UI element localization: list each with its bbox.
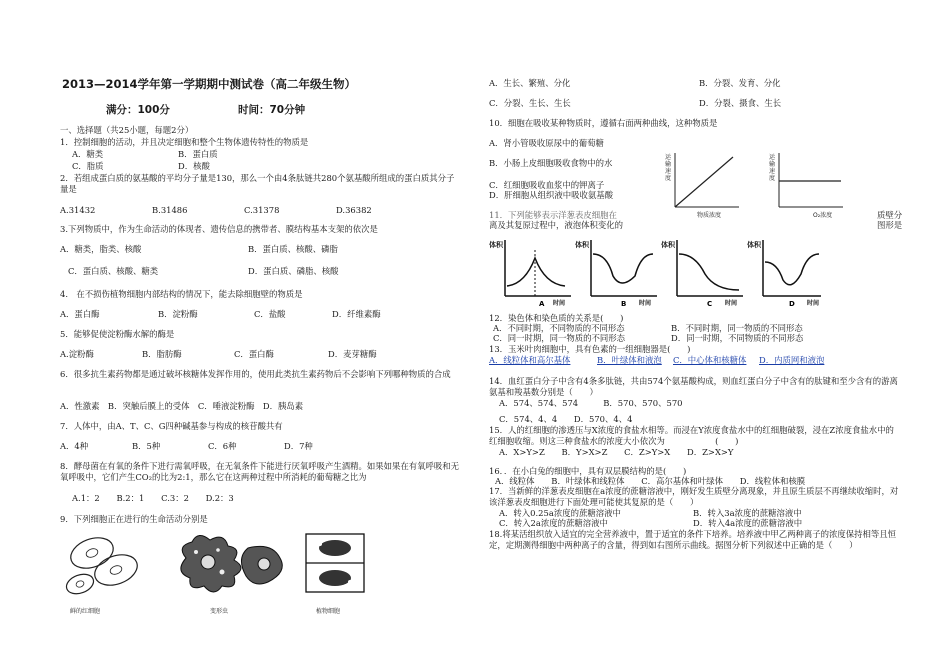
q1-stem: 1．控制细胞的活动，并且决定细胞和整个生物体遗传特性的物质是 (60, 137, 309, 147)
exam-title: 2013—2014学年第一学期期中测试卷（高二年级生物） (62, 77, 357, 91)
q16-stem: 16．．在小白兔的细胞中，具有双层膜结构的是( ) (489, 466, 687, 476)
graph-C (677, 240, 743, 296)
q12-option-c: C．同一时期，同一物质的不同形态 (493, 333, 626, 343)
graph-A (505, 240, 571, 296)
q8-options: A.1：2 B.2：1 C.3：2 D.2：3 (72, 493, 234, 503)
q9-option-c: C．分裂、生长、生长 (489, 98, 571, 108)
graph-oxygen (779, 153, 843, 207)
graph1-xlabel: 物质浓度 (697, 212, 722, 219)
figure-caption-rbc: 鲜的红细胞 (70, 608, 101, 615)
q17-option-d: D．转入4a浓度的蔗糖溶液中 (693, 518, 803, 528)
q15-options: A．X>Y>Z B．Y>X>Z C．Z>Y>X D．Z>X>Y (499, 447, 734, 457)
q9-option-d: D．分裂、摄食、生长 (699, 98, 782, 108)
graph-concentration (675, 153, 739, 207)
q7-option-d: D．7种 (284, 441, 313, 451)
q18-stem: 18.将某活组织放入适宜的完全营养液中，置于适宜的条件下培养。培养液中甲乙两种离子的浓度保持相等且恒定，定期测得细胞中两种离子的含量，得到如右图所示曲线。据图分析下列叙述中正确的是（ ） (489, 529, 896, 550)
q3-option-b: B．蛋白质、核酸、磷脂 (248, 244, 338, 254)
q4-option-b: B．淀粉酶 (158, 309, 198, 319)
graph-B (591, 240, 657, 296)
time-label-b: 时间 (639, 300, 652, 307)
q2-stem: 2．若组成蛋白质的氨基酸的平均分子量是130，那么一个由4条肽链共280个氨基酸所组成的蛋白质其分子量是 (60, 173, 455, 194)
q7-option-b: B．5种 (132, 441, 161, 451)
graph-D (763, 240, 821, 296)
q1-option-b: B．蛋白质 (178, 149, 218, 159)
q13-option-c: C．中心体和核糖体 (673, 355, 747, 365)
q14-stem: 14．血红蛋白分子中含有4条多肽链，共由574个氨基酸构成，则血红蛋白分子中含有的肽键和至少含有的游离氨基和羧基数分别是（ ） (489, 376, 898, 397)
q12-stem: 12．染色体和染色质的关系是( ) (489, 313, 624, 323)
q10-option-b: B．小肠上皮细胞吸收食物中的水 (489, 158, 613, 168)
q7-option-a: A．4种 (60, 441, 89, 451)
figure-caption-plant: 植物细胞 (316, 608, 341, 615)
q13-option-b: B．叶绿体和液泡 (597, 355, 662, 365)
plant-cell-figure (306, 534, 364, 592)
q12-option-d: D．同一时期，不同物质的不同形态 (671, 333, 804, 343)
q1-option-a: A．糖类 (72, 149, 104, 159)
q7-stem: 7．人体中，由A、T、C、G四种碱基参与构成的核苷酸共有 (60, 421, 283, 431)
q13-stem: 13．玉米叶肉细胞中，具有色素的一组细胞器是( ) (489, 344, 691, 354)
q10-option-c: C．红细胞吸收血浆中的钾离子 (489, 180, 605, 190)
q4-option-a: A．蛋白酶 (60, 309, 100, 319)
time-label-a: 时间 (553, 300, 566, 307)
q10-stem: 10．细胞在吸收某种物质时，遵循右面两种曲线，这种物质是 (489, 118, 718, 128)
q9-option-a: A．生长、繁殖、分化 (489, 78, 571, 88)
time-label-d: 时间 (807, 300, 820, 307)
amoeba-figure (181, 535, 282, 592)
q17-option-b: B．转入3a浓度的蔗糖溶液中 (693, 508, 802, 518)
q9-stem: 9．下列细胞正在进行的生命活动分别是 (60, 514, 208, 524)
vol-label-c: 体积 (661, 241, 675, 249)
q3-option-d: D．蛋白质、磷脂、核酸 (248, 266, 339, 276)
q2-option-d: D.36382 (336, 205, 372, 215)
q6-stem: 6．很多抗生素药物都是通过破坏核糖体发挥作用的，使用此类抗生素药物后不会影响下列哪种物质的合成 (60, 369, 451, 379)
section-heading: 一、选择题（共25小题，每题2分） (60, 125, 194, 135)
q3-option-c: C．蛋白质、核酸、糖类 (68, 266, 159, 276)
q11-stem-line1: 11．下列能够表示洋葱表皮细胞在 (489, 210, 617, 220)
q15-stem: 15．人的红细胞的渗透压与X浓度的食盐水相等。而浸在Y浓度食盐水中的红细胞破裂，浸在Z浓度食盐水中的红细胞收缩。则这三种食盐水的浓度大小依次为 ( ) (489, 425, 894, 446)
q14-options-2: C．574、4、4 D．570、4、4 (499, 414, 633, 424)
svg-text:D: D (789, 300, 795, 308)
graph2-ylabel: 运输速度 (769, 154, 776, 182)
svg-text:A: A (539, 300, 545, 308)
vol-label-a: 体积 (489, 241, 503, 249)
q2-option-b: B.31486 (152, 205, 188, 215)
q10-transport-graphs (655, 145, 865, 225)
q8-stem: 8．酵母菌在有氧的条件下进行需氧呼吸，在无氧条件下能进行厌氧呼吸产生酒精。如果如果在有氧呼吸和无氧呼吸中，它们产生CO₂的比为2:1，那么它在这两种过程中所消耗的葡萄糖之比为 (60, 461, 459, 482)
q11-stem-tail2: 图形是 (877, 220, 903, 230)
q2-option-c: C.31378 (244, 205, 280, 215)
q9-cell-figures (58, 528, 388, 618)
q5-option-c: C．蛋白酶 (234, 349, 274, 359)
q12-option-b: B．不同时期，同一物质的不同形态 (671, 323, 803, 333)
full-score: 满分：100分 (106, 104, 170, 116)
q11-volume-graphs (495, 236, 825, 308)
svg-text:B: B (621, 300, 627, 308)
q3-option-a: A．糖类，脂类、核酸 (60, 244, 142, 254)
q3-stem: 3.下列物质中，作为生命活动的体现者、遗传信息的携带者、膜结构基本支架的依次是 (60, 224, 378, 234)
graph1-ylabel: 运输速度 (665, 154, 672, 182)
q11-stem-line2: 离及其复原过程中，液泡体积变化的 (489, 220, 623, 230)
q1-option-c: C．脂质 (72, 161, 104, 171)
figure-caption-amoeba: 变形虫 (210, 608, 229, 615)
q5-option-d: D．麦芽糖酶 (328, 349, 377, 359)
q10-option-d: D．肝细胞从组织液中吸收氨基酸 (489, 190, 613, 200)
q11-stem-tail1: 质壁分 (877, 210, 903, 220)
graph2-xlabel: O₂浓度 (813, 212, 833, 219)
q7-option-c: C．6种 (208, 441, 237, 451)
q4-option-c: C．盐酸 (254, 309, 286, 319)
red-blood-cell-figure (64, 532, 142, 597)
time-label-c: 时间 (725, 300, 738, 307)
q13-option-a: A．线粒体和高尔基体 (489, 355, 571, 365)
q10-option-a: A．肾小管吸收原尿中的葡萄糖 (489, 138, 604, 148)
q4-option-d: D．纤维素酶 (332, 309, 381, 319)
q5-option-b: B．脂肪酶 (142, 349, 182, 359)
q5-stem: 5．能够促使淀粉酶水解的酶是 (60, 329, 175, 339)
q13-option-d: D．内质网和液泡 (759, 355, 825, 365)
exam-time: 时间：70分钟 (238, 104, 306, 116)
q1-option-d: D．核酸 (178, 161, 210, 171)
q12-option-a: A．不同时期，不同物质的不同形态 (493, 323, 625, 333)
q17-option-c: C．转入2a浓度的蔗糖溶液中 (499, 518, 608, 528)
q14-options-1: A．574、574、574 B．570、570、570 (499, 398, 683, 408)
q5-option-a: A.淀粉酶 (60, 349, 94, 359)
svg-text:C: C (707, 300, 713, 308)
q16-options: A．线粒体 B．叶绿体和线粒体 C．高尔基体和叶绿体 D．线粒体和核膜 (495, 476, 806, 486)
q17-option-a: A．转入0.25a浓度的蔗糖溶液中 (499, 508, 621, 518)
vol-label-b: 体积 (575, 241, 589, 249)
vol-label-d: 体积 (747, 241, 761, 249)
q4-stem: 4. 在不损伤植物细胞内部结构的情况下，能去除细胞壁的物质是 (60, 289, 303, 299)
q6-options: A．性激素 B．突触后膜上的受体 C．唾液淀粉酶 D．胰岛素 (60, 401, 304, 411)
q17-stem: 17．当新鲜的洋葱表皮细胞在a浓度的蔗糖溶液中，刚好发生质壁分离现象，并且原生质层不再继续收缩时，对该洋葱表皮细胞进行下面处理可能使其复原的是（ ） (489, 486, 899, 507)
q2-option-a: A.31432 (60, 205, 96, 215)
q9-option-b: B．分裂、发育、分化 (699, 78, 781, 88)
